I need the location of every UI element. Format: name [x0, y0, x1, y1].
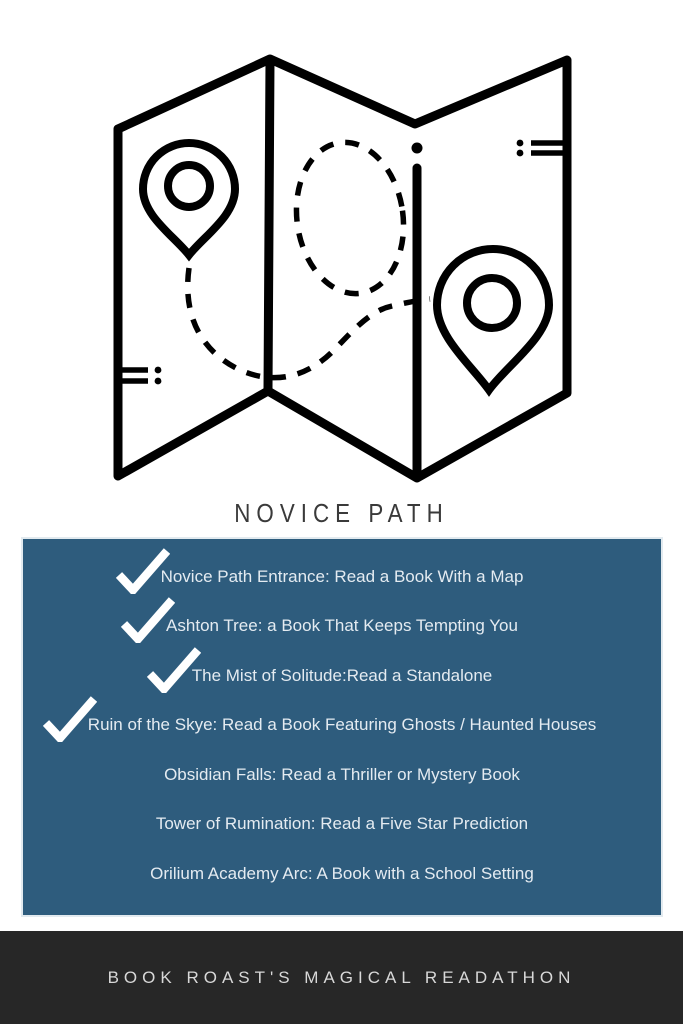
checklist-item: [23, 849, 661, 899]
checklist-item-label: The Mist of Solitude:Read a Standalone: [192, 666, 493, 686]
checklist-item-label: Ruin of the Skye: Read a Book Featuring Ghosts / Haunted Houses: [88, 715, 596, 735]
checklist-item-label: Tower of Rumination: Read a Five Star Prediction: [155, 814, 529, 834]
checkmark-icon: [43, 696, 97, 742]
checklist-panel: [23, 539, 661, 915]
checkmark-icon: [121, 597, 175, 643]
location-pin-icon-right: [437, 249, 549, 390]
legend-mark-right: [517, 140, 565, 157]
checklist-item-label: Novice Path Entrance: Read a Book With a Map: [161, 567, 524, 587]
page-title: NOVICE PATH: [234, 498, 449, 528]
checklist-item: [23, 701, 661, 751]
checklist-item-label: Orilium Academy Arc: A Book with a School Setting: [150, 863, 534, 883]
dashed-route-loop: [287, 135, 413, 300]
footer-bar: [0, 931, 683, 1024]
checkmark-icon: [116, 548, 170, 594]
checklist-item: [23, 750, 661, 800]
legend-mark-left: [118, 367, 161, 385]
location-pin-icon-left: [143, 143, 235, 255]
checklist-item: [23, 552, 661, 602]
checklist-item: [23, 602, 661, 652]
footer-title: BOOK ROAST'S MAGICAL READATHON: [107, 967, 576, 987]
checklist-item-label: Ashton Tree: a Book That Keeps Tempting You: [166, 616, 518, 636]
dashed-route-path: [188, 268, 430, 378]
checklist-item-label: Obsidian Falls: Read a Thriller or Mystery Book: [164, 764, 520, 784]
map-fold-line-left: [268, 61, 270, 389]
checklist-item: [23, 651, 661, 701]
route-start-dot: [412, 143, 423, 154]
checkmark-icon: [147, 647, 201, 693]
checklist-item: [23, 800, 661, 850]
